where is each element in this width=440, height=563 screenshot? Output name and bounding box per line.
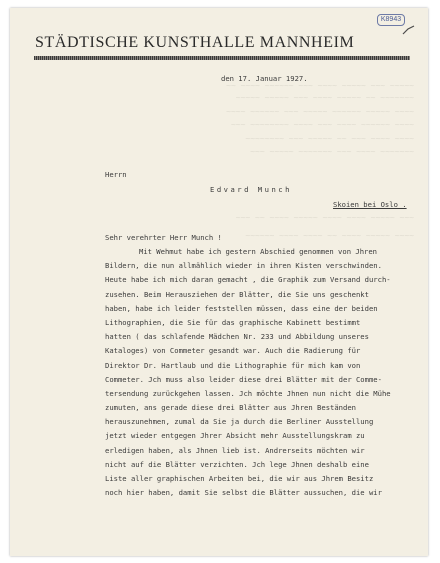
recipient-place: Skoien bei Oslo . bbox=[333, 200, 407, 209]
recipient-salutation: Herrn bbox=[105, 170, 127, 179]
letterhead: STÄDTISCHE KUNSTHALLE MANNHEIM bbox=[35, 34, 355, 51]
body-line: tersendung zurückgehen lassen. Jch möchte Jhnen nun nicht die Mühe bbox=[105, 388, 391, 398]
body-line: nicht auf die Blätter verzichten. Jch lege Jhnen deshalb eine bbox=[105, 459, 369, 469]
body-line: Direktor Dr. Hartlaub und die Lithographie für mich kam von bbox=[105, 360, 361, 370]
greeting: Sehr verehrter Herr Munch ! bbox=[105, 233, 222, 242]
body-line: zumuten, ans gerade diese drei Blätter aus Jhren Beständen bbox=[105, 403, 356, 413]
body-line: Kataloges) von Commeter gesandt war. Auch die Radierung für bbox=[105, 346, 361, 356]
bleed-through-text: ~~~~~~~~ ~~~ ~~~~~ ~~ ~~~ ~~~~ ~~~~ bbox=[245, 134, 414, 143]
body-line: Heute habe ich mich daran gemacht , die Graphik zum Versand durch- bbox=[105, 275, 391, 285]
body-line: zusehen. Beim Herausziehen der Blätter, die Sie uns geschenkt bbox=[105, 289, 369, 299]
body-line: erledigen haben, als Jhnen lieb ist. Andrerseits möchten wir bbox=[105, 445, 365, 455]
body-line: hatten ( das schlafende Mädchen Nr. 233 und Abbildung unseres bbox=[105, 332, 369, 342]
body-line: Mit Wehmut habe ich gestern Abschied genommen von Jhren bbox=[139, 247, 377, 256]
letterhead-rule bbox=[34, 56, 410, 60]
body-line: herauszunehmen, zumal da Sie ja durch die Berliner Ausstellung bbox=[105, 417, 374, 427]
body-line: jetzt wieder entgegen Jhrer Absicht mehr Ausstellungskram zu bbox=[105, 431, 365, 441]
bleed-through-text: ~~~ ~~ ~~~~ ~~~~~ ~~~~ ~~~~ ~~~~~ ~~~ bbox=[235, 213, 414, 222]
bleed-through-text: ~~~ ~~~~~~~~ ~~~~ ~~~ ~~~~ ~~~~~~ ~~~~ bbox=[230, 120, 414, 129]
archive-stamp: K8943 bbox=[377, 14, 405, 26]
letter-body bbox=[105, 245, 405, 500]
bleed-through-text: ~~~ ~~~~~ ~~~~~~~ ~~~ ~~~~ ~~~~~~~ bbox=[250, 147, 414, 156]
body-line: Liste aller graphischen Arbeiten bei, die wir aus Jhrem Besitz bbox=[105, 474, 374, 483]
letter-page bbox=[10, 8, 428, 556]
body-line: Commeter. Jch muss also leider diese drei Blätter mit der Comme- bbox=[105, 374, 382, 384]
date-line: den 17. Januar 1927. bbox=[221, 74, 308, 83]
recipient-name: Edvard Munch bbox=[210, 185, 292, 194]
body-line: haben, habe ich leider feststellen müssen, dass eine der beiden bbox=[105, 303, 378, 313]
bleed-through-text: ~~~~~~ ~~~~ ~~~~ ~~ ~~~~ ~~~~~ ~~~~ bbox=[245, 231, 414, 240]
bleed-through-text: ~~~~~ ~~~~~ ~~~ ~~~~ ~~~~~ ~~ ~~~~~~~ bbox=[235, 93, 414, 102]
body-line: noch hier haben, damit Sie selbst die Blätter aussuchen, die wir bbox=[105, 488, 382, 498]
bleed-through-text: ~~~~ ~~~~~~ ~~~ ~~~~~ ~~~~~~ ~~~~~ ~~~~ bbox=[226, 107, 414, 116]
body-line: Bildern, die nun allmählich wieder in ihren Kisten verschwinden. bbox=[105, 261, 382, 271]
bleed-through-text: ~~ ~~~~ ~~~~~~ ~~~ ~~~~ ~~~~~ ~~~ ~~~~~ bbox=[226, 81, 414, 90]
body-line: Lithographien, die Sie für das graphische Kabinett bestimmt bbox=[105, 317, 361, 327]
